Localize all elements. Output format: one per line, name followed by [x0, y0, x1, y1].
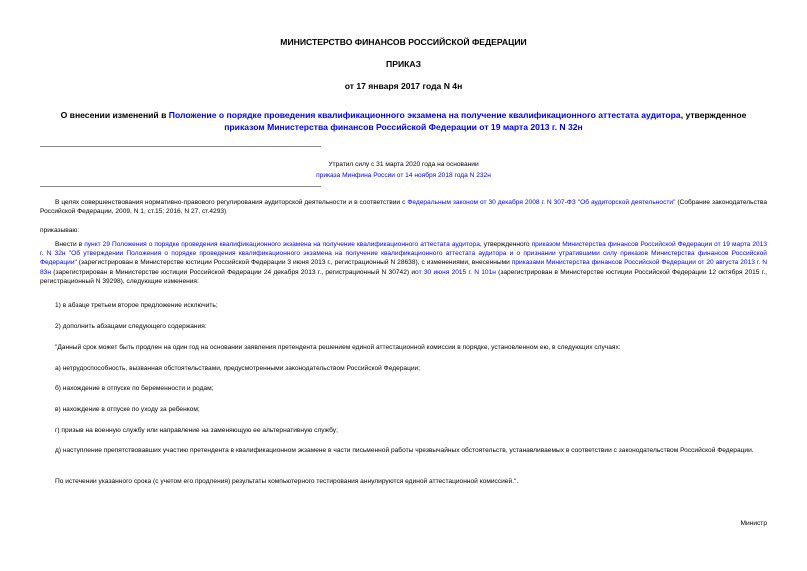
- document-title: [40, 110, 767, 133]
- title-prefix: О внесении изменений в: [60, 110, 169, 120]
- amend-text-3: (зарегистрирован в Министерстве юстиции Российской Федерации 3 июня 2013 г., регистрационный N 28638), с изменениями, внесенными: [76, 259, 512, 267]
- title-regulation-link[interactable]: Положение о порядке проведения квалификационного экзамена на получение квалификационного аттестата аудитора: [168, 110, 681, 120]
- item-1: 1) в абзаце третьем второе предложение исключить;: [55, 302, 218, 309]
- amend-text-4: (зарегистрирован в Министерстве юстиции Российской Федерации 24 декабря 2013 г., регистрационный N 30742) и: [50, 268, 416, 276]
- signature-title: Министр: [740, 520, 767, 527]
- amend-text-1: Внести в: [55, 241, 85, 248]
- status-repeal-link[interactable]: приказа Минфина России от 14 ноября 2018 года N 232н: [316, 172, 491, 179]
- order-83n-link[interactable]: приказами Министерства финансов Российской Федерации от 20 августа 2013 г. N 83н: [40, 259, 767, 276]
- subitem-v: в) нахождение в отпуске по уходу за ребенком;: [55, 406, 200, 413]
- subitem-g: г) призыв на военную службу или направление на заменяющую ее альтернативную службу;: [55, 427, 338, 434]
- title-middle: , утвержденное: [680, 110, 747, 120]
- intro-paragraph: [40, 198, 767, 216]
- divider-bottom: [40, 186, 321, 187]
- divider-top: [40, 146, 321, 147]
- orders-label: приказываю:: [40, 227, 80, 234]
- subitem-d: д) наступление препятствовавших участию претендента в квалификационном экзамене в части письменной работы чрезвычайных обстоятельств, устанавливаемых в соответствии с законодательством Российской Федерации.: [55, 447, 754, 454]
- order-101n-link[interactable]: от 30 июня 2015 г. N 101н: [415, 268, 496, 276]
- subitem-b: б) нахождение в отпуске по беременности и родам;: [55, 385, 214, 392]
- document-type-heading: ПРИКАЗ: [386, 59, 421, 69]
- order-32n-link[interactable]: приказом Министерства финансов Российской Федерации от 19 марта 2013 г. N 32н "Об утверждении Положения о порядке проведения квалификационного экзамена на получение квалификационного аттестата аудитора и о признании утратившими силу приказов Министерства финансов Российской Федерации": [40, 241, 767, 267]
- quoted-paragraph: "Данный срок может быть продлен на один год на основании заявления претендента решением единой аттестационной комиссии в порядке, установленном ею, в следующих случаях:: [55, 344, 621, 351]
- intro-text-2: (Собрание законодательства Российской Федерации, 2009, N 1, ст.15; 2016, N 27, ст.4293): [40, 199, 767, 216]
- federal-law-link[interactable]: Федеральным законом от 30 декабря 2008 г. N 307-ФЗ "Об аудиторской деятельности": [407, 199, 676, 206]
- status-note: [0, 159, 807, 181]
- clause-29-link[interactable]: пункт 29 Положения о порядке проведения квалификационного экзамена на получение квалификационного аттестата аудитора: [84, 241, 480, 248]
- intro-text-1: В целях совершенствования нормативно-правового регулирования аудиторской деятельности и в соответствии с: [55, 199, 408, 206]
- ministry-heading: МИНИСТЕРСТВО ФИНАНСОВ РОССИЙСКОЙ ФЕДЕРАЦИИ: [280, 37, 527, 47]
- amendment-paragraph: [40, 240, 767, 286]
- expiry-paragraph: По истечении указанного срока (с учетом его продления) результаты компьютерного тестирования аннулируются единой аттестационной комиссией.".: [55, 478, 519, 485]
- document-date-heading: от 17 января 2017 года N 4н: [344, 81, 463, 91]
- amend-text-2: , утвержденного: [479, 241, 532, 248]
- subitem-a: а) нетрудоспособность, вызванная обстоятельствами, предусмотренными законодательством Российской Федерации;: [55, 365, 421, 372]
- status-line: Утратил силу с 31 марта 2020 года на основании: [328, 161, 479, 168]
- amend-text-5: (зарегистрирован в Министерстве юстиции Российской Федерации 12 октября 2015 г., регистрационный N 39298), следующие изменения:: [40, 268, 767, 285]
- item-2: 2) дополнить абзацами следующего содержания:: [55, 323, 207, 330]
- title-order-link[interactable]: приказом Министерства финансов Российской Федерации от 19 марта 2013 г. N 32н: [224, 121, 583, 132]
